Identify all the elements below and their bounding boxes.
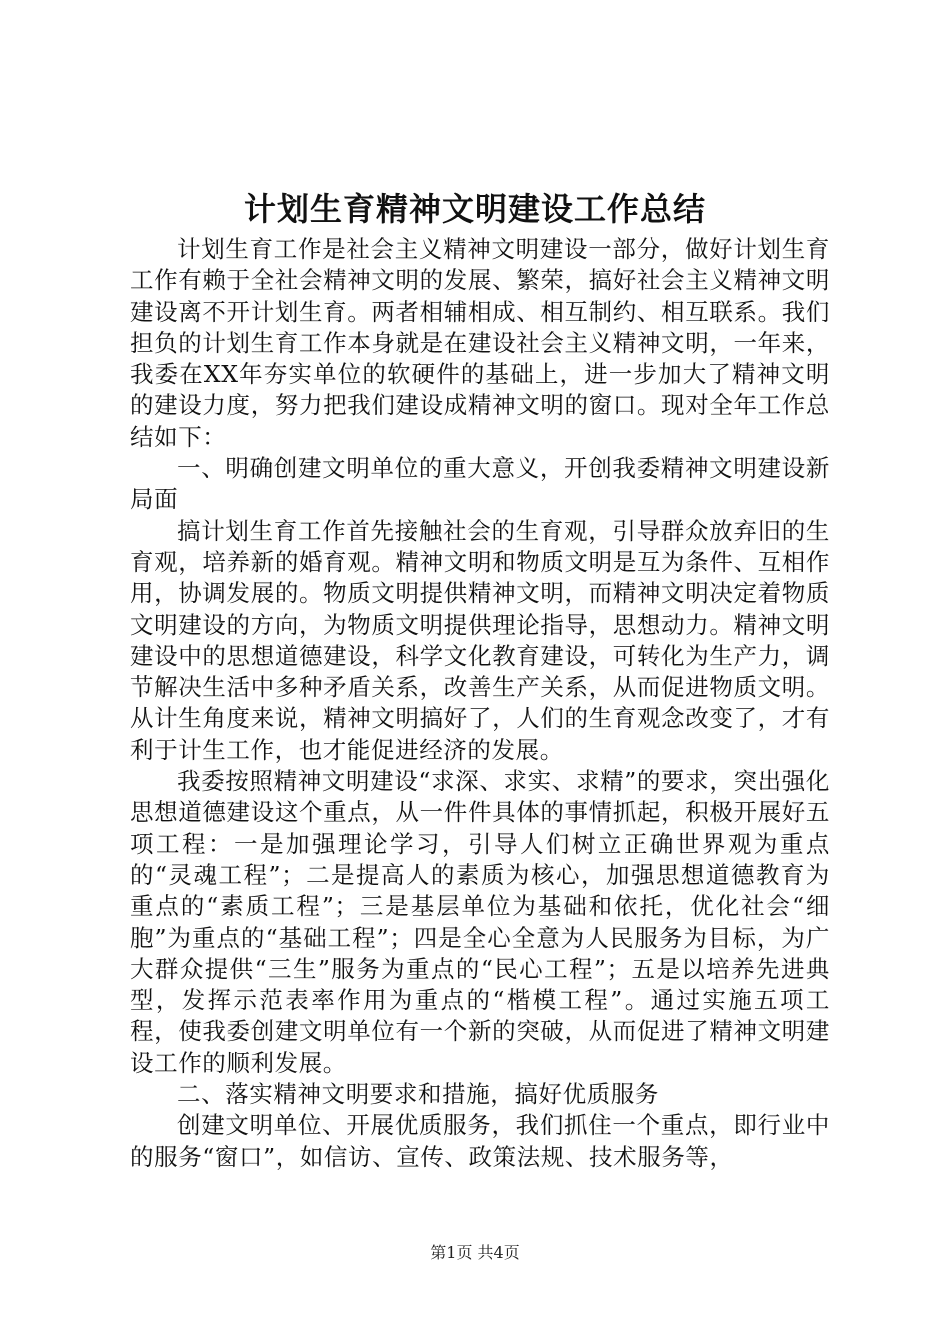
paragraph-intro: 计划生育工作是社会主义精神文明建设一部分，做好计划生育工作有赖于全社会精神文明的发展、繁荣，搞好社会主义精神文明建设离不开计划生育。两者相辅相成、相互制约、相互联系。我们担负的计划生育工作本身就是在建设社会主义精神文明，一年来，我委在XX年夯实单位的软硬件的基础上，进一步加大了精神文明的建设力度，努力把我们建设成精神文明的窗口。现对全年工作总结如下： [130,235,830,451]
document-title: 计划生育精神文明建设工作总结 [243,190,706,228]
paragraph-five-projects: 我委按照精神文明建设“求深、求实、求精”的要求，突出强化思想道德建设这个重点，从一件件具体的事情抓起，积极开展好五项工程：一是加强理论学习，引导人们树立正确世界观为重点的“灵魂工程”；二是提高人的素质为核心，加强思想道德教育为重点的“素质工程”；三是基层单位为基础和依托，优化社会“细胞”为重点的“基础工程”；四是全心全意为人民服务为目标，为广大群众提供“三生”服务为重点的“民心工程”；五是以培养先进典型，发挥示范表率作用为重点的“楷模工程”。通过实施五项工程，使我委创建文明单位有一个新的突破，从而促进了精神文明建设工作的顺利发展。 [130,767,830,1077]
paragraph-section-1: 搞计划生育工作首先接触社会的生育观，引导群众放弃旧的生育观，培养新的婚育观。精神文明和物质文明是互为条件、互相作用，协调发展的。物质文明提供精神文明，而精神文明决定着物质文明建设的方向，为物质文明提供理论指导，思想动力。精神文明建设中的思想道德建设，科学文化教育建设，可转化为生产力，调节解决生活中多种矛盾关系，改善生产关系，从而促进物质文明。从计生角度来说，精神文明搞好了，人们的生育观念改变了，才有利于计生工作，也才能促进经济的发展。 [130,516,830,764]
section-heading-2: 二、落实精神文明要求和措施，搞好优质服务 [177,1080,659,1109]
page-footer: 第1页 共4页 [430,1243,520,1262]
paragraph-section-2: 创建文明单位、开展优质服务，我们抓住一个重点，即行业中的服务“窗口”，如信访、宣传、政策法规、技术服务等， [130,1111,830,1171]
document-body [130,234,830,1173]
section-heading-1: 一、明确创建文明单位的重大意义，开创我委精神文明建设新局面 [130,454,830,514]
